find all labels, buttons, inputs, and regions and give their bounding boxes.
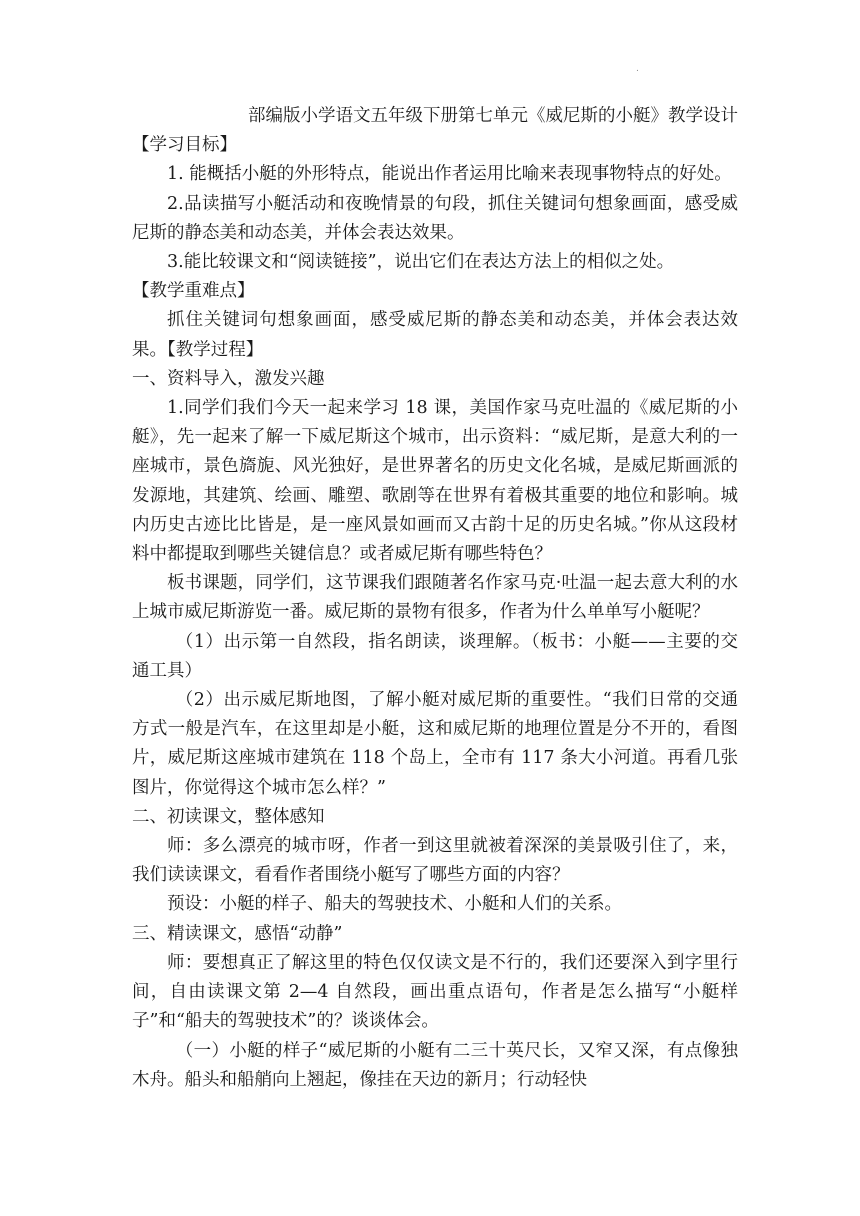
goal-2: 2.品读描写小艇活动和夜晚情景的句段，抓住关键词句想象画面，感受威尼斯的静态美和动态美，并体会表达效果。	[132, 193, 738, 243]
part1-paragraph-3: （1）出示第一自然段，指名朗读，谈理解。（板书：小艇——主要的交通工具）	[132, 631, 738, 681]
goals-heading: 【学习目标】	[132, 135, 237, 156]
document-title: 部编版小学语文五年级下册第七单元《威尼斯的小艇》教学设计	[248, 106, 738, 126]
goal-3: 3.能比较课文和“阅读链接”，说出它们在表达方法上的相似之处。	[167, 252, 675, 273]
part3-heading: 三、精读课文，感悟“动静”	[132, 923, 343, 944]
part1-heading: 一、资料导入，激发兴趣	[132, 368, 325, 389]
part1-paragraph-2: 板书课题，同学们，这节课我们跟随著名作家马克·吐温一起去意大利的水上城市威尼斯游览一番。威尼斯的景物有很多，作者为什么单单写小艇呢？	[132, 573, 738, 623]
header-mark: .	[636, 64, 639, 74]
part2-paragraph-1: 师：多么漂亮的城市呀，作者一到这里就被着深深的美景吸引住了，来，我们读读课文，看看作者围绕小艇写了哪些方面的内容？	[132, 836, 738, 886]
part1-paragraph-4: （2）出示威尼斯地图，了解小艇对威尼斯的重要性。“我们日常的交通方式一般是汽车，在这里却是小艇，这和威尼斯的地理位置是分不开的，看图片，威尼斯这座城市建筑在 118 个岛上，全市有 117 条大小河道。再看几张图片，你觉得这个城市怎么样？”	[132, 690, 738, 798]
part2-heading: 二、初读课文，整体感知	[132, 806, 325, 827]
part1-paragraph-1: 1.同学们我们今天一起来学习 18 课，美国作家马克吐温的《威尼斯的小艇》，先一起来了解一下威尼斯这个城市，出示资料：“威尼斯，是意大利的一座城市，景色旖旎、风光独好，是世界著名的历史文化名城，是威尼斯画派的发源地，其建筑、绘画、雕塑、歌剧等在世界有着极其重要的地位和影响。城内历史古迹比比皆是，是一座风景如画而又古韵十足的历史名城。”你从这段材料中都提取到哪些关键信息？或者威尼斯有哪些特色？	[132, 398, 738, 565]
key-points-text: 抓住关键词句想象画面，感受威尼斯的静态美和动态美，并体会表达效果。【教学过程】	[132, 310, 738, 360]
key-points-heading: 【教学重难点】	[132, 281, 255, 302]
part2-paragraph-2: 预设：小艇的样子、船夫的驾驶技术、小艇和人们的关系。	[167, 894, 622, 915]
document-page	[132, 102, 738, 1095]
part3-paragraph-2: （一）小艇的样子“威尼斯的小艇有二三十英尺长，又窄又深，有点像独木舟。船头和船艄向上翘起，像挂在天边的新月；行动轻快	[132, 1040, 738, 1090]
goal-1: 1. 能概括小艇的外形特点，能说出作者运用比喻来表现事物特点的好处。	[167, 164, 732, 185]
part3-paragraph-1: 师：要想真正了解这里的特色仅仅读文是不行的，我们还要深入到字里行间，自由读课文第 2—4 自然段，画出重点语句，作者是怎么描写“小艇样子”和“船夫的驾驶技术”的？谈谈体会。	[132, 952, 738, 1032]
